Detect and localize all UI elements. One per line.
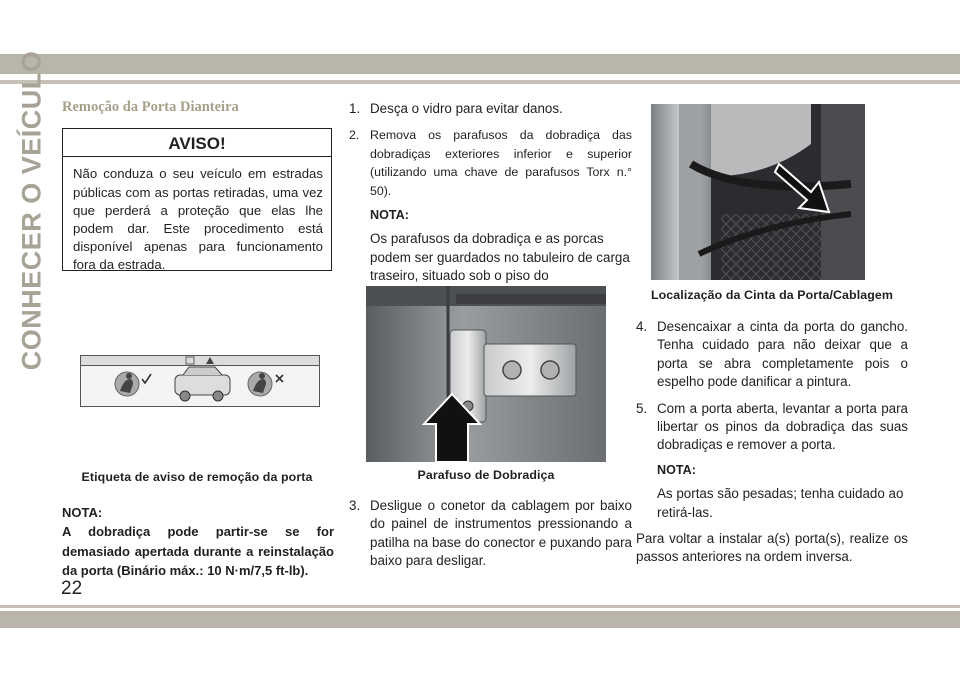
column-right-lower	[636, 318, 908, 567]
step-4	[636, 318, 908, 392]
chapter-side-tab	[11, 50, 53, 370]
step-number: 4.	[636, 319, 648, 334]
step-text: Desencaixar a cinta da porta do gancho. Tenha cuidado para não deixar que a porta se abra completamente pois o espelho pode danificar a pintura.	[657, 319, 908, 390]
footer-rule	[0, 605, 960, 608]
step-number: 1.	[349, 101, 361, 116]
hinge-bolt-photo	[366, 286, 606, 462]
step-number: 2.	[349, 128, 360, 143]
section-title: Remoção da Porta Dianteira	[62, 99, 239, 115]
chapter-title: CONHECER O VEÍCULO	[16, 50, 47, 370]
step-number: 5.	[636, 400, 648, 416]
step-2	[349, 126, 632, 200]
note-text: As portas são pesadas; tenha cuidado ao retirá-las.	[657, 486, 904, 520]
step-text: Com a porta aberta, levantar a porta para libertar os pinos da dobradiça das suas dobradiças e remover a porta.	[657, 400, 908, 453]
strap-photo-caption: Localização da Cinta da Porta/Cablagem	[650, 288, 894, 302]
step-number: 3.	[349, 498, 361, 513]
step-5	[636, 400, 908, 455]
label-image-caption: Etiqueta de aviso de remoção da porta	[81, 470, 313, 484]
note-text: Os parafusos da dobradiça e as porcas podem ser guardados no tabuleiro de carga traseiro, situado sob o piso do	[370, 231, 630, 284]
closing-paragraph: Para voltar a instalar a(s) porta(s), realize os passos anteriores na ordem inversa.	[636, 531, 908, 565]
page-number: 22	[61, 578, 83, 599]
column-middle-lower	[349, 497, 632, 571]
column-middle	[349, 100, 632, 304]
column-left	[62, 98, 332, 271]
step-3	[349, 497, 632, 571]
step-text: Remova os parafusos da dobradiça das dobradiças exteriores inferior e superior (utilizando uma chave de parafusos Torx n.° 50).	[370, 128, 632, 198]
door-strap-photo	[651, 104, 865, 280]
warning-text: Não conduza o seu veículo em estradas públicas com as portas retiradas, uma vez que perderá a proteção que elas lhe podem dar. Este procedimento está disponível apenas para funcionamento fora da estrada.	[73, 166, 323, 273]
door-warning-label-image	[80, 355, 320, 407]
step-text: Desça o vidro para evitar danos.	[370, 101, 563, 116]
header-rule	[0, 80, 960, 84]
warning-box	[62, 128, 332, 271]
hinge-torque-note	[62, 503, 334, 581]
note-label: NOTA:	[370, 208, 409, 223]
note-label: NOTA:	[657, 462, 696, 477]
warning-title: AVISO!	[63, 129, 331, 157]
header-band	[0, 54, 960, 74]
step-1	[349, 100, 632, 118]
hinge-torque-note-text: NOTA: A dobradiça pode partir-se se for demasiado apertada durante a reinstalação da porta (Binário máx.: 10 N·m/7,5 ft-lb).	[62, 505, 334, 579]
footer-band	[0, 611, 960, 628]
hinge-photo-caption: Parafuso de Dobradiça	[417, 468, 555, 482]
step-5-note	[636, 461, 908, 522]
step-text: Desligue o conetor da cablagem por baixo do painel de instrumentos pressionando a patilha na base do conector e puxando para baixo para desligar.	[370, 498, 632, 569]
